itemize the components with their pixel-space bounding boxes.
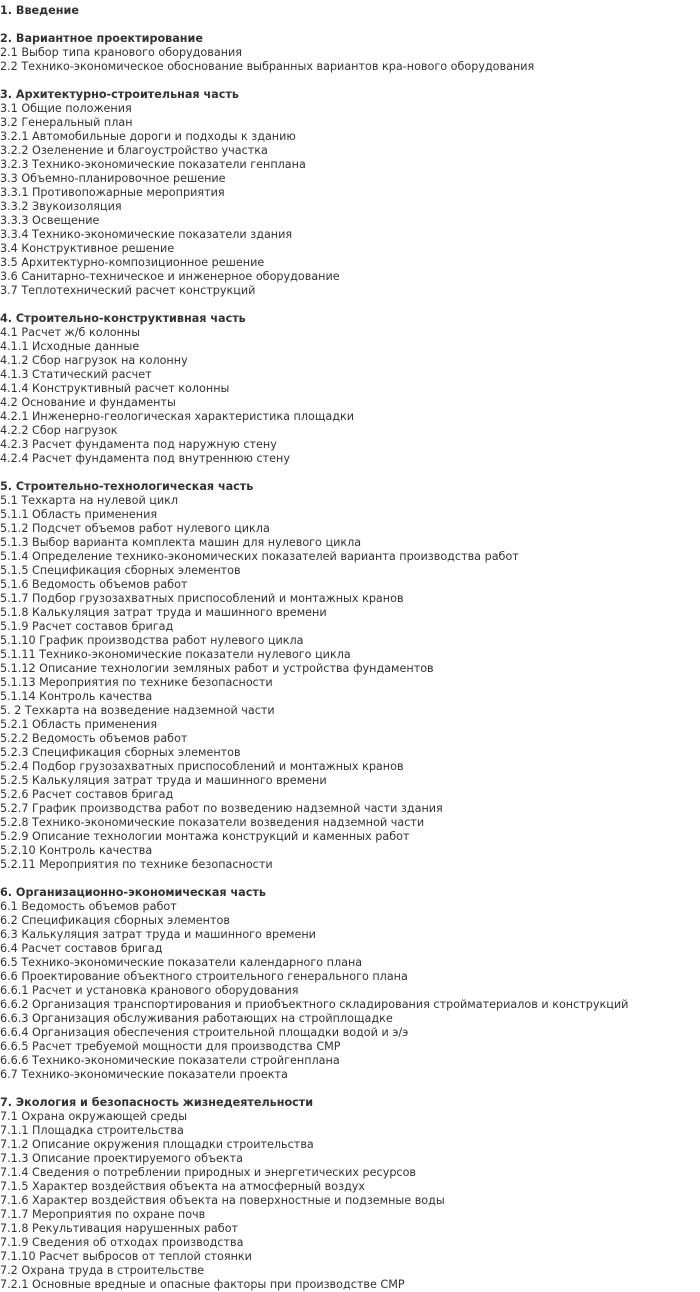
toc-item: 5.1.8 Калькуляция затрат труда и машинного времени: [0, 606, 327, 619]
toc-item: 5.2.7 График производства работ по возведению надземной части здания: [0, 802, 443, 815]
toc-item: 5.1.2 Подсчет объемов работ нулевого цикла: [0, 522, 270, 535]
toc-item: 5.2.8 Технико-экономические показатели возведения надземной части: [0, 816, 425, 829]
section-heading: 4. Строительно-конструктивная часть: [0, 312, 246, 325]
toc-item: 5.2.5 Калькуляция затрат труда и машинного времени: [0, 774, 327, 787]
toc-item: 4.2.1 Инженерно-геологическая характеристика площадки: [0, 410, 354, 423]
toc-item: 3.2.3 Технико-экономические показатели генплана: [0, 158, 306, 171]
toc-item: 7.1.6 Характер воздействия объекта на поверхностные и подземные воды: [0, 1194, 445, 1207]
toc-item: 5.2.9 Описание технологии монтажа конструкций и каменных работ: [0, 830, 410, 843]
toc-item: 4.2.2 Сбор нагрузок: [0, 424, 118, 437]
toc-item: 5.1.14 Контроль качества: [0, 690, 153, 703]
toc-item: 3.3.4 Технико-экономические показатели здания: [0, 228, 293, 241]
blank-line: [0, 872, 700, 886]
toc-item: 4.2.3 Расчет фундамента под наружную стену: [0, 438, 277, 451]
toc-item: 5.2.10 Контроль качества: [0, 844, 153, 857]
toc-item: 7.1.5 Характер воздействия объекта на атмосферный воздух: [0, 1180, 366, 1193]
toc-item: 3.6 Санитарно-техническое и инженерное оборудование: [0, 270, 340, 283]
toc-item: 3.7 Теплотехнический расчет конструкций: [0, 284, 256, 297]
toc-item: 7.1 Охрана окружающей среды: [0, 1110, 188, 1123]
toc-item: 6.6.5 Расчет требуемой мощности для производства СМР: [0, 1040, 341, 1053]
toc-item: 5.2.2 Ведомость объемов работ: [0, 732, 188, 745]
toc-item: 4.2.4 Расчет фундамента под внутреннюю стену: [0, 452, 290, 465]
toc-item: 4.1.1 Исходные данные: [0, 340, 140, 353]
toc-item: 5.2.6 Расчет составов бригад: [0, 788, 174, 801]
toc-item: 5.1.6 Ведомость объемов работ: [0, 578, 188, 591]
toc-item: 5.2.3 Спецификация сборных элементов: [0, 746, 241, 759]
toc-item: 3.5 Архитектурно-композиционное решение: [0, 256, 265, 269]
toc-item: 5. 2 Техкарта на возведение надземной части: [0, 704, 275, 717]
toc-item: 5.1.5 Спецификация сборных элементов: [0, 564, 241, 577]
toc-item: 4.1.4 Конструктивный расчет колонны: [0, 382, 230, 395]
section-heading: 5. Строительно-технологическая часть: [0, 480, 254, 493]
toc-item: 5.1.11 Технико-экономические показатели нулевого цикла: [0, 648, 351, 661]
toc-item: 3.2.1 Автомобильные дороги и подходы к зданию: [0, 130, 296, 143]
toc-item: 5.1.4 Определение технико-экономических показателей варианта производства работ: [0, 550, 519, 563]
toc-item: 6.6.4 Организация обеспечения строительной площадки водой и э/э: [0, 1026, 409, 1039]
blank-line: [0, 466, 700, 480]
toc-item: 6.6.1 Расчет и установка кранового оборудования: [0, 984, 299, 997]
toc-item: 5.1.1 Область применения: [0, 508, 158, 521]
toc-item: 5.2.1 Область применения: [0, 718, 158, 731]
toc-item: 5.1.12 Описание технологии земляных работ и устройства фундаментов: [0, 662, 434, 675]
toc-item: 3.1 Общие положения: [0, 102, 132, 115]
table-of-contents: [0, 4, 700, 1292]
toc-item: 5.1.3 Выбор варианта комплекта машин для нулевого цикла: [0, 536, 362, 549]
toc-item: 7.1.7 Мероприятия по охране почв: [0, 1208, 206, 1221]
section-heading: 7. Экология и безопасность жизнедеятельности: [0, 1096, 314, 1109]
toc-item: 3.3.2 Звукоизоляция: [0, 200, 122, 213]
blank-line: [0, 298, 700, 312]
toc-item: 6.4 Расчет составов бригад: [0, 942, 163, 955]
toc-item: 2.1 Выбор типа кранового оборудования: [0, 46, 243, 59]
toc-item: 5.1.13 Мероприятия по технике безопасности: [0, 676, 273, 689]
toc-item: 3.2.2 Озеленение и благоустройство участка: [0, 144, 268, 157]
toc-item: 5.1.10 График производства работ нулевого цикла: [0, 634, 304, 647]
toc-item: 5.1 Техкарта на нулевой цикл: [0, 494, 179, 507]
toc-item: 3.2 Генеральный план: [0, 116, 133, 129]
toc-item: 5.1.9 Расчет составов бригад: [0, 620, 174, 633]
blank-line: [0, 1082, 700, 1096]
toc-item: 7.1.8 Рекультивация нарушенных работ: [0, 1222, 239, 1235]
toc-item: 3.4 Конструктивное решение: [0, 242, 175, 255]
toc-item: 6.6 Проектирование объектного строительного генерального плана: [0, 970, 408, 983]
blank-line: [0, 74, 700, 88]
toc-item: 2.2 Технико-экономическое обоснование выбранных вариантов кра-нового оборудования: [0, 60, 535, 73]
section-heading: 3. Архитектурно-строительная часть: [0, 88, 239, 101]
toc-item: 5.1.7 Подбор грузозахватных приспособлений и монтажных кранов: [0, 592, 404, 605]
toc-item: 4.1 Расчет ж/б колонны: [0, 326, 141, 339]
section-heading: 2. Вариантное проектирование: [0, 32, 203, 45]
section-heading: 6. Организационно-экономическая часть: [0, 886, 266, 899]
toc-item: 7.1.4 Сведения о потреблении природных и энергетических ресурсов: [0, 1166, 417, 1179]
toc-item: 3.3.1 Противопожарные мероприятия: [0, 186, 225, 199]
toc-item: 6.3 Калькуляция затрат труда и машинного времени: [0, 928, 316, 941]
toc-item: 5.2.4 Подбор грузозахватных приспособлений и монтажных кранов: [0, 760, 404, 773]
toc-item: 3.3.3 Освещение: [0, 214, 100, 227]
blank-line: [0, 18, 700, 32]
toc-item: 6.6.3 Организация обслуживания работающих на стройплощадке: [0, 1012, 393, 1025]
toc-item: 5.2.11 Мероприятия по технике безопасности: [0, 858, 273, 871]
toc-item: 6.5 Технико-экономические показатели календарного плана: [0, 956, 363, 969]
toc-item: 7.2.1 Основные вредные и опасные факторы при производстве СМР: [0, 1278, 405, 1291]
toc-item: 6.7 Технико-экономические показатели проекта: [0, 1068, 288, 1081]
toc-item: 6.1 Ведомость объемов работ: [0, 900, 177, 913]
toc-item: 4.1.2 Сбор нагрузок на колонну: [0, 354, 188, 367]
toc-item: 7.1.10 Расчет выбросов от теплой стоянки: [0, 1250, 252, 1263]
toc-item: 4.1.3 Статический расчет: [0, 368, 152, 381]
toc-item: 3.3 Объемно-планировочное решение: [0, 172, 226, 185]
toc-item: 7.1.9 Сведения об отходах производства: [0, 1236, 244, 1249]
toc-item: 6.6.6 Технико-экономические показатели стройгенплана: [0, 1054, 340, 1067]
toc-item: 6.2 Спецификация сборных элементов: [0, 914, 230, 927]
toc-item: 6.6.2 Организация транспортирования и приобъектного складирования стройматериалов и конструкций: [0, 998, 629, 1011]
toc-item: 7.2 Охрана труда в строительстве: [0, 1264, 205, 1277]
toc-item: 7.1.3 Описание проектируемого объекта: [0, 1152, 243, 1165]
section-heading: 1. Введение: [0, 4, 79, 17]
toc-item: 7.1.1 Площадка строительства: [0, 1124, 184, 1137]
toc-item: 4.2 Основание и фундаменты: [0, 396, 176, 409]
toc-item: 7.1.2 Описание окружения площадки строительства: [0, 1138, 314, 1151]
